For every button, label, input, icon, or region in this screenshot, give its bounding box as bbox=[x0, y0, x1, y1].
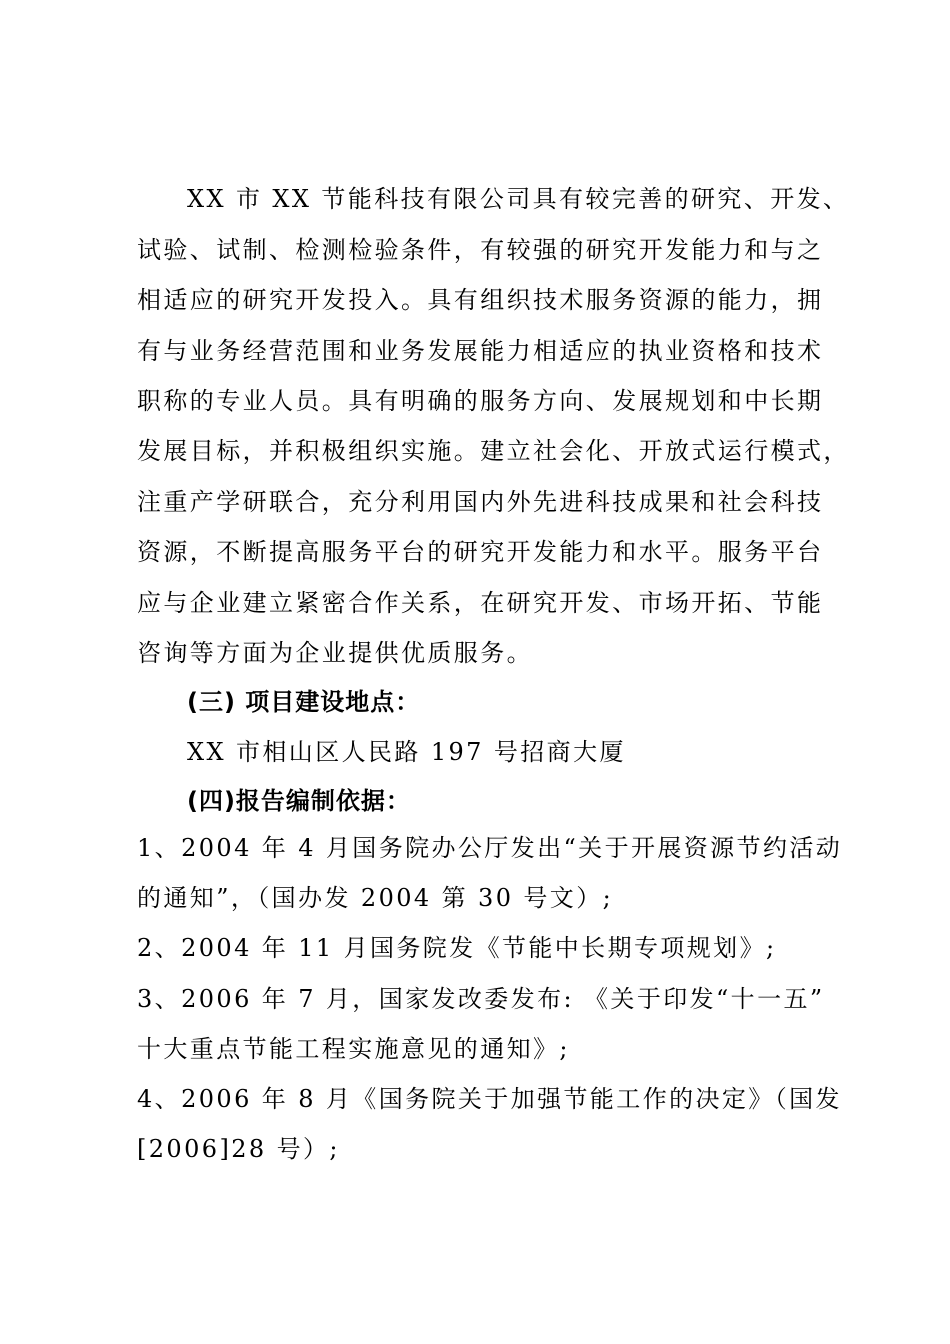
basis-list-item: 十大重点节能工程实施意见的通知》; bbox=[137, 1035, 570, 1063]
basis-list-item: [2006]28 号）; bbox=[137, 1135, 340, 1163]
section-heading-location: (三) 项目建设地点： bbox=[187, 688, 421, 716]
paragraph-line: 应与企业建立紧密合作关系，在研究开发、市场开拓、节能 bbox=[137, 589, 824, 617]
project-address: XX 市相山区人民路 197 号招商大厦 bbox=[187, 738, 626, 766]
paragraph-line: 注重产学研联合，充分利用国内外先进科技成果和社会科技 bbox=[137, 488, 824, 516]
basis-list-item: 1、2004 年 4 月国务院办公厅发出“关于开展资源节约活动 bbox=[137, 834, 843, 862]
paragraph-line: 相适应的研究开发投入。具有组织技术服务资源的能力，拥 bbox=[137, 286, 824, 314]
basis-list-item: 的通知”，（国办发 2004 第 30 号文）; bbox=[137, 884, 614, 912]
paragraph-line: 有与业务经营范围和业务发展能力相适应的执业资格和技术 bbox=[137, 337, 824, 365]
paragraph-line: 发展目标，并积极组织实施。建立社会化、开放式运行模式， bbox=[137, 437, 850, 465]
section-heading-basis: (四)报告编制依据： bbox=[187, 787, 411, 815]
paragraph-line: XX 市 XX 节能科技有限公司具有较完善的研究、开发、 bbox=[187, 185, 850, 213]
paragraph-line: 资源，不断提高服务平台的研究开发能力和水平。服务平台 bbox=[137, 538, 824, 566]
basis-list-item: 3、2006 年 7 月，国家发改委发布: 《关于印发“十一五” bbox=[137, 985, 825, 1013]
basis-list-item: 4、2006 年 8 月《国务院关于加强节能工作的决定》（国发 bbox=[137, 1085, 842, 1113]
paragraph-line: 试验、试制、检测检验条件，有较强的研究开发能力和与之 bbox=[137, 236, 824, 264]
basis-list-item: 2、2004 年 11 月国务院发《节能中长期专项规划》; bbox=[137, 934, 777, 962]
paragraph-line: 职称的专业人员。具有明确的服务方向、发展规划和中长期 bbox=[137, 387, 824, 415]
paragraph-line: 咨询等方面为企业提供优质服务。 bbox=[137, 639, 533, 667]
